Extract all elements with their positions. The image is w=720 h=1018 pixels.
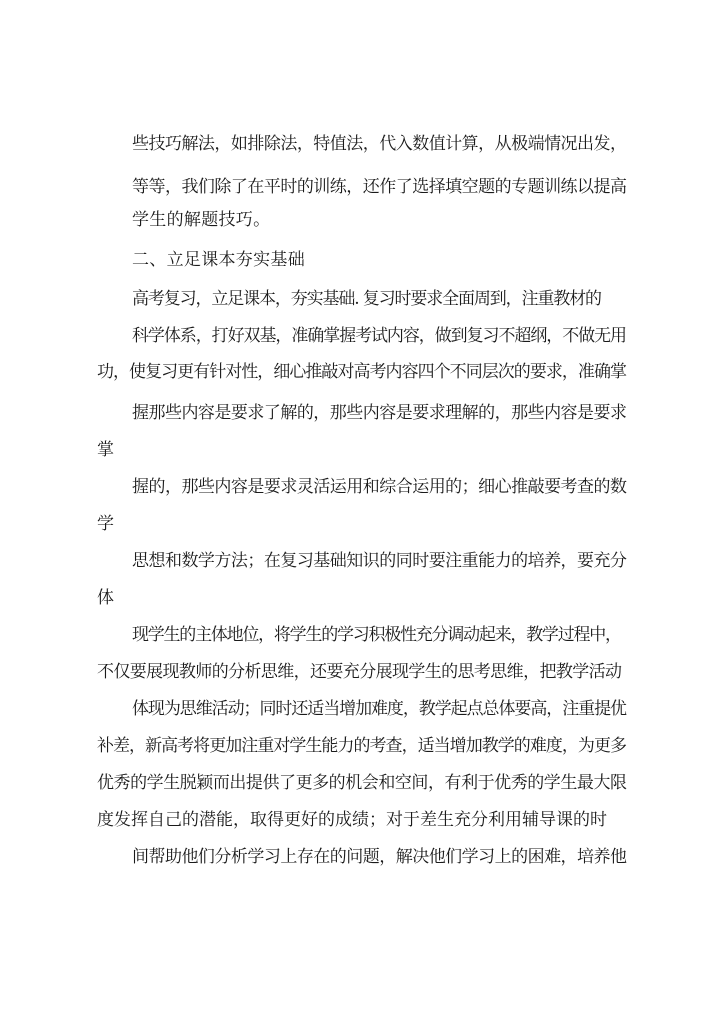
text-line: 握的，那些内容是要求灵活运用和综合运用的；细心推敲要考查的数 bbox=[132, 477, 627, 497]
section-heading: 二、立足课本夯实基础 bbox=[132, 250, 305, 270]
text-line: 些技巧解法，如排除法，特值法，代入数值计算，从极端情况出发， bbox=[132, 134, 627, 154]
text-line: 现学生的主体地位，将学生的学习积极性充分调动起来，教学过程中， bbox=[132, 625, 621, 645]
text-line: 优秀的学生脱颖而出提供了更多的机会和空间，有利于优秀的学生最大限 bbox=[97, 773, 627, 793]
text-line: 高考复习，立足课本，夯实基础. 复习时要求全面周到，注重教材的 bbox=[132, 289, 601, 309]
text-line: 掌 bbox=[97, 440, 115, 460]
text-line: 等等，我们除了在平时的训练，还作了选择填空题的专题训练以提高 bbox=[132, 177, 627, 197]
text-line: 功，使复习更有针对性，细心推敲对高考内容四个不同层次的要求，准确掌 bbox=[97, 362, 627, 382]
text-line: 学 bbox=[97, 514, 115, 534]
text-line: 度发挥自己的潜能，取得更好的成绩；对于差生充分利用辅导课的时 bbox=[97, 810, 607, 830]
text-line: 科学体系，打好双基，准确掌握考试内容，做到复习不超纲，不做无用 bbox=[132, 326, 626, 346]
text-line: 体现为思维活动；同时还适当增加难度，教学起点总体要高，注重提优 bbox=[132, 699, 626, 719]
text-line: 体 bbox=[97, 588, 115, 608]
text-line: 补差，新高考将更加注重对学生能力的考查，适当增加教学的难度，为更多 bbox=[97, 736, 627, 756]
text-line: 间帮助他们分析学习上存在的问题，解决他们学习上的困难，培养他 bbox=[132, 847, 627, 867]
text-line: 握那些内容是要求了解的，那些内容是要求理解的，那些内容是要求 bbox=[132, 403, 627, 423]
text-line: 思想和数学方法；在复习基础知识的同时要注重能力的培养，要充分 bbox=[132, 551, 627, 571]
text-line: 不仅要展现教师的分析思维，还要充分展现学生的思考思维，把教学活动 bbox=[97, 662, 622, 682]
text-line: 学生的解题技巧。 bbox=[132, 210, 271, 230]
